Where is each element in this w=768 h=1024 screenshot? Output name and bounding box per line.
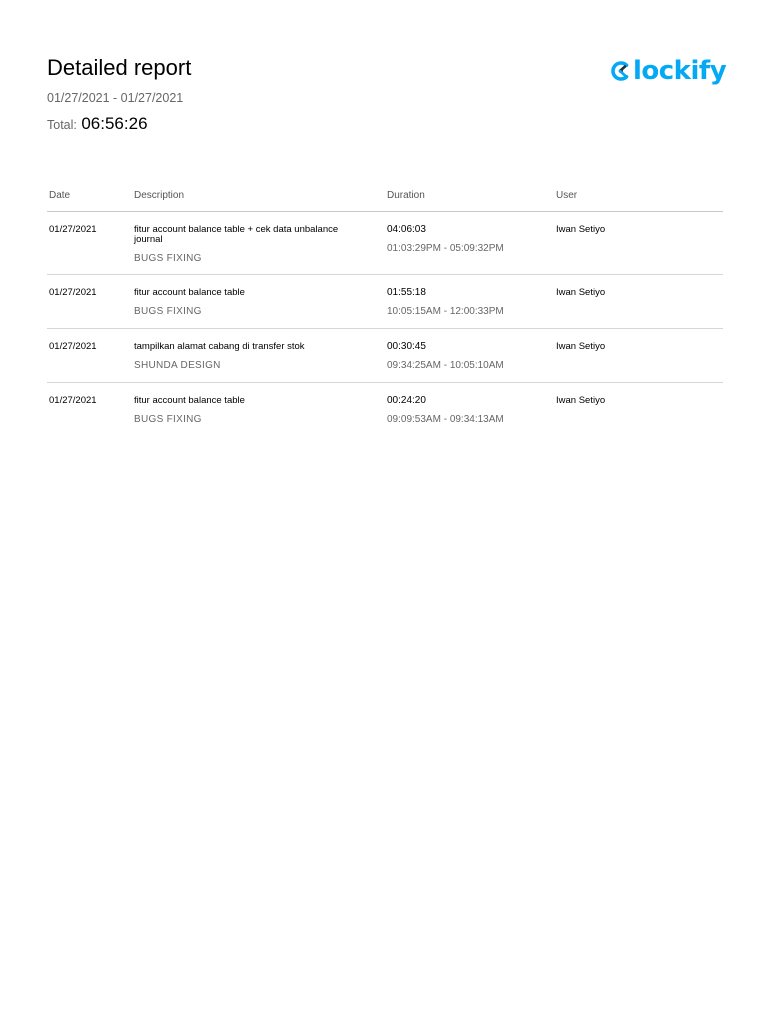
row-duration: 01:55:18 (387, 287, 426, 298)
table-row (47, 329, 723, 383)
row-duration: 00:30:45 (387, 341, 426, 352)
total-row (47, 114, 191, 135)
date-range: 01/27/2021 - 01/27/2021 (47, 91, 184, 105)
row-description: fitur account balance table (134, 395, 245, 406)
report-table (47, 186, 723, 436)
row-time-range: 09:34:25AM - 10:05:10AM (387, 360, 504, 371)
row-user: Iwan Setiyo (556, 395, 606, 406)
row-description: fitur account balance table + cek data unbalance journal (134, 224, 339, 245)
row-description-block (134, 225, 369, 264)
row-description-block (134, 288, 369, 317)
row-date: 01/27/2021 (49, 395, 97, 406)
row-project: BUGS FIXING (134, 306, 202, 317)
table-row (47, 383, 723, 436)
row-duration-block (387, 288, 504, 317)
header-description: Description (134, 190, 185, 201)
row-description: tampilkan alamat cabang di transfer stok (134, 341, 305, 352)
row-user: Iwan Setiyo (556, 341, 606, 352)
report-header (47, 55, 191, 135)
row-project: BUGS FIXING (134, 414, 202, 425)
row-date: 01/27/2021 (49, 287, 97, 298)
row-time-range: 01:03:29PM - 05:09:32PM (387, 243, 504, 254)
row-duration-block (387, 225, 504, 254)
total-label: Total: (47, 118, 77, 132)
row-description-block (134, 342, 369, 371)
table-header (47, 186, 723, 212)
row-time-range: 10:05:15AM - 12:00:33PM (387, 306, 504, 317)
row-duration: 04:06:03 (387, 224, 426, 235)
row-date: 01/27/2021 (49, 224, 97, 235)
row-duration: 00:24:20 (387, 395, 426, 406)
clockify-logo-icon (610, 60, 632, 82)
row-user: Iwan Setiyo (556, 224, 606, 235)
row-duration-block (387, 342, 504, 371)
table-row (47, 275, 723, 329)
page-title: Detailed report (47, 55, 192, 80)
table-row (47, 212, 723, 275)
total-value: 06:56:26 (81, 114, 148, 133)
logo-text: lockify (633, 56, 727, 86)
row-project: SHUNDA DESIGN (134, 360, 221, 371)
row-time-range: 09:09:53AM - 09:34:13AM (387, 414, 504, 425)
header-date: Date (49, 190, 71, 201)
row-duration-block (387, 396, 504, 425)
row-description: fitur account balance table (134, 287, 245, 298)
header-user: User (556, 190, 578, 201)
clockify-logo (610, 53, 740, 89)
row-description-block (134, 396, 369, 425)
row-date: 01/27/2021 (49, 341, 97, 352)
header-duration: Duration (387, 190, 425, 201)
row-user: Iwan Setiyo (556, 287, 606, 298)
row-project: BUGS FIXING (134, 253, 202, 264)
